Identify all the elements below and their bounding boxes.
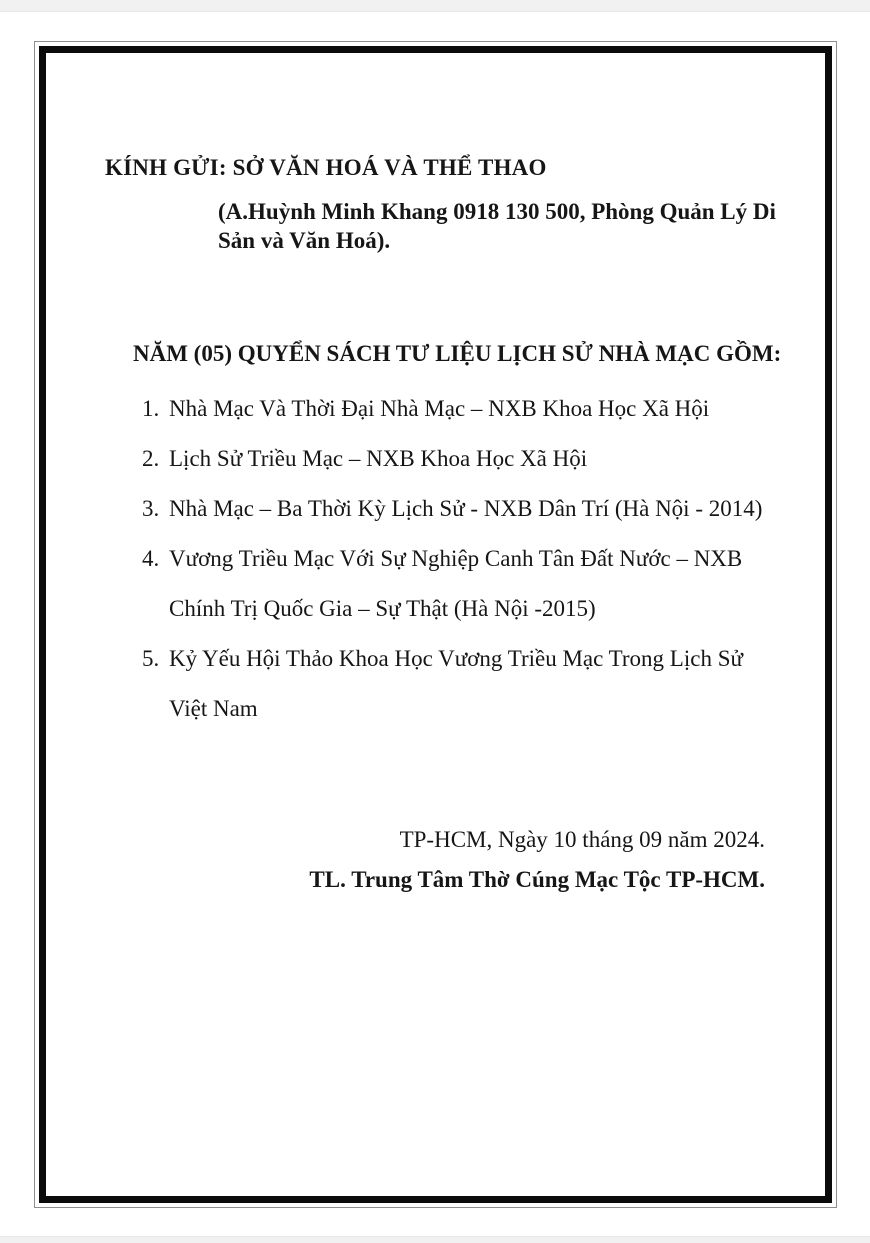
page-gap-bottom: [0, 1236, 870, 1243]
book-list-item: 4. Vương Triều Mạc Với Sự Nghiệp Canh Tân Đất Nước – NXB Chính Trị Quốc Gia – Sự Thật (Hà Nội -2015): [165, 534, 773, 634]
page-gap-top: [0, 0, 870, 12]
signature-block: [105, 820, 765, 900]
page-border-frame-inner: [39, 46, 832, 1203]
page-border-frame: [34, 41, 837, 1208]
book-list-item: 3. Nhà Mạc – Ba Thời Kỳ Lịch Sử - NXB Dân Trí (Hà Nội - 2014): [165, 484, 773, 534]
signature-line: TL. Trung Tâm Thờ Cúng Mạc Tộc TP-HCM.: [309, 867, 765, 892]
recipient-detail: (A.Huỳnh Minh Khang 0918 130 500, Phòng Quản Lý Di Sản và Văn Hoá).: [218, 199, 776, 253]
dateline: TP-HCM, Ngày 10 tháng 09 năm 2024.: [399, 827, 765, 852]
book-list-item: 5. Kỷ Yếu Hội Thảo Khoa Học Vương Triều Mạc Trong Lịch Sử Việt Nam: [165, 634, 773, 734]
letter-content: [46, 53, 825, 1196]
book-list-item: 1. Nhà Mạc Và Thời Đại Nhà Mạc – NXB Khoa Học Xã Hội: [165, 384, 773, 434]
book-list-item: 2. Lịch Sử Triều Mạc – NXB Khoa Học Xã Hội: [165, 434, 773, 484]
recipient-header: KÍNH GỬI: SỞ VĂN HOÁ VÀ THỂ THAO: [105, 155, 547, 180]
book-list-title: NĂM (05) QUYỂN SÁCH TƯ LIỆU LỊCH SỬ NHÀ MẠC GỒM:: [133, 341, 782, 366]
book-list: [133, 384, 773, 734]
